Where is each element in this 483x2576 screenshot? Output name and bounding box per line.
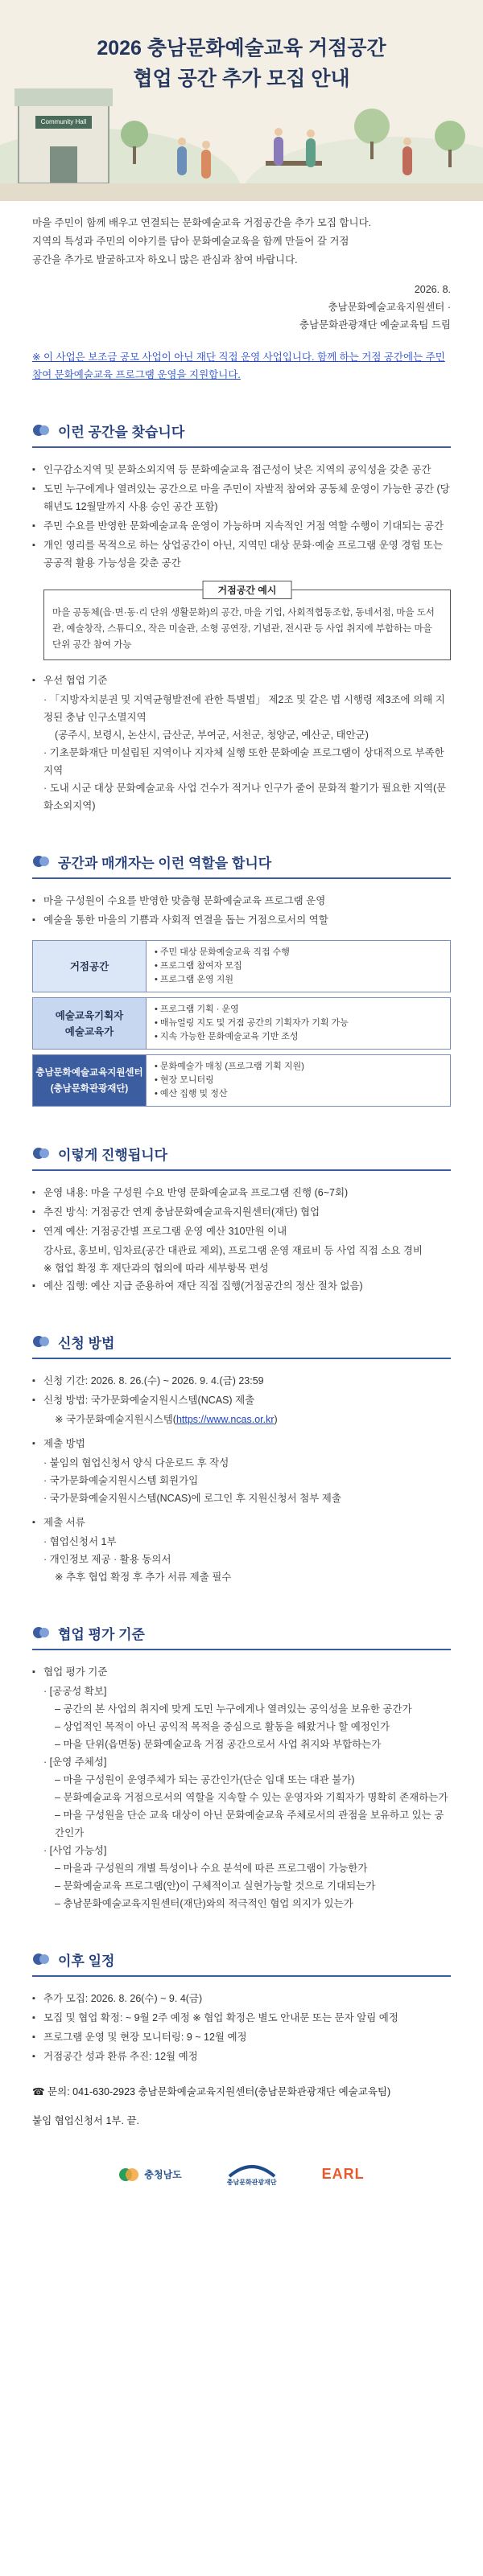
list-item: ▪ 개인 영리를 목적으로 하는 상업공간이 아닌, 지역민 대상 문화·예술 프로그램 운영 경험 또는 공공적 활용 가능성을 갖춘 공간 bbox=[32, 536, 451, 572]
building-illustration: Community Hall bbox=[18, 105, 109, 184]
section-bullet-icon bbox=[32, 1144, 52, 1163]
section-bullet-icon bbox=[32, 421, 52, 440]
list-item: ▪ 프로그램 운영 및 현장 모니터링: 9 ~ 12월 예정 bbox=[32, 2028, 451, 2046]
list-item: ▪ 운영 내용: 마을 구성원 수요 반영 문화예술교육 프로그램 진행 (6~7회) bbox=[32, 1184, 451, 1202]
example-box bbox=[43, 585, 451, 660]
attachment-note: 붙임 협업신청서 1부. 끝. bbox=[32, 2115, 139, 2126]
list-item: ▪ 추진 방식: 거점공간 연계 충남문화예술교육지원센터(재단) 협업 bbox=[32, 1203, 451, 1221]
notice-text: ※ 이 사업은 보조금 공모 사업이 아닌 재단 직접 운영 사업입니다. 함께 하는 거점 공간에는 주민 참여 문화예술교육 프로그램 운영을 지원합니다. bbox=[32, 351, 445, 380]
list-item: ▪ 예술을 통한 마을의 기쁨과 사회적 연결을 돕는 거점으로서의 역할 bbox=[32, 911, 451, 929]
list-item: ▪ 협업 평가 기준 bbox=[32, 1663, 451, 1681]
sub-item: · 도내 시군 대상 문화예술교육 사업 건수가 적거나 인구가 줄어 문화적 활기가 필요한 지역(문화소외지역) bbox=[43, 783, 447, 811]
example-text: 마을 공동체(읍·면·동·리 단위 생활문화)의 공간, 마을 기업, 사회적협동조합, 동네서점, 마을 도서관, 예술창작, 스튜디오, 작은 미술관, 소형 공연장, 기념관, 전시관 등 사업 취지에 부합하는 마을 단위 공간 참여 가능 bbox=[52, 608, 435, 650]
sub-item: · 붙임의 협업신청서 양식 다운로드 후 작성 bbox=[43, 1457, 229, 1469]
list-item: ▪ 거점공간 성과 환류 추진: 12월 예정 bbox=[32, 2048, 451, 2065]
roles-table bbox=[32, 940, 451, 1107]
section-title: 신청 방법 bbox=[58, 1335, 115, 1351]
section-bullet-icon bbox=[32, 852, 52, 871]
criteria-line: – 문화예술교육 거점으로서의 역할을 지속할 수 있는 운영자와 기획자가 명확히 존재하는가 bbox=[55, 1792, 448, 1803]
sub-item: ※ 국가문화예술지원시스템(https://www.ncas.or.kr) bbox=[55, 1414, 278, 1425]
chungnam-logo: 충청남도 bbox=[118, 2164, 181, 2185]
section-roles bbox=[32, 847, 451, 1107]
list-item: ▪ 모집 및 협업 확정: ~ 9월 2주 예정 ※ 협업 확정은 별도 안내문 또는 문자 알림 예정 bbox=[32, 2009, 451, 2027]
criteria-line: – 공간의 본 사업의 취지에 맞게 도민 누구에게나 열려있는 공익성을 보유한 공간가 bbox=[55, 1703, 412, 1715]
section-title: 이후 일정 bbox=[58, 1953, 115, 1969]
list-item: ▪ 주민 수요를 반영한 문화예술교육 운영이 가능하며 지속적인 거점 역할 수행이 기대되는 공간 bbox=[32, 517, 451, 535]
section-application bbox=[32, 1327, 451, 1586]
intro-text bbox=[32, 201, 451, 269]
list-item: ▪ 제출 서류 bbox=[32, 1514, 451, 1531]
date: 2026. 8. bbox=[414, 284, 451, 295]
criteria-head: · [운영 주체성] bbox=[43, 1756, 107, 1768]
sub-item: · 개인정보 제공 · 활용 동의서 bbox=[43, 1554, 171, 1565]
sub-item: · 기초문화재단 미설립된 지역이나 지자체 실행 또한 문화예술 프로그램이 상대적으로 부족한 지역 bbox=[43, 747, 444, 776]
list-item: ▪ 예산 집행: 예산 지급 준용하여 재단 직접 집행(거점공간의 정산 절차 없음) bbox=[32, 1277, 451, 1295]
sub-item: 강사료, 홍보비, 임차료(공간 대관료 제외), 프로그램 운영 재료비 등 사업 직접 소요 경비 bbox=[43, 1245, 423, 1256]
section-bullet-icon bbox=[32, 1332, 52, 1351]
foundation-logo: 충남문화관광재단 bbox=[227, 2162, 277, 2187]
chungnam-logo-icon bbox=[118, 2164, 139, 2185]
sub-item: (공주시, 보령시, 논산시, 금산군, 부여군, 서천군, 청양군, 예산군, 태안군) bbox=[55, 729, 369, 741]
list-item: ▪ 추가 모집: 2026. 8. 26(수) ~ 9. 4(금) bbox=[32, 1990, 451, 2007]
criteria-line: – 충남문화예술교육지원센터(재단)와의 적극적인 협업 의지가 있는가 bbox=[55, 1898, 353, 1909]
tree-illustration bbox=[121, 121, 148, 148]
section-bullet-icon bbox=[32, 1623, 52, 1642]
example-label: 거점공간 예시 bbox=[203, 581, 292, 599]
page-title: 2026 충남문화예술교육 거점공간 bbox=[97, 37, 386, 60]
section-schedule bbox=[32, 1945, 451, 2130]
intro-line: 지역의 특성과 주민의 이야기를 담아 문화예술교육을 함께 만들어 갈 거점 bbox=[32, 236, 349, 247]
list-item: ▪ 신청 방법: 국가문화예술지원시스템(NCAS) 제출 bbox=[32, 1391, 451, 1409]
section-title: 이런 공간을 찾습니다 bbox=[58, 424, 185, 440]
criteria-line: – 마을 구성원을 단순 교육 대상이 아닌 문화예술교육 주체로서의 관점을 보유하고 있는 공간인가 bbox=[55, 1810, 444, 1839]
list-item: ▪ 마을 구성원이 수요를 반영한 맞춤형 문화예술교육 프로그램 운영 bbox=[32, 892, 451, 910]
foundation-logo-icon bbox=[228, 2162, 276, 2178]
role-label: 예술교육기획자 예술교육가 bbox=[32, 997, 147, 1050]
page-subtitle: 협업 공간 추가 모집 안내 bbox=[133, 68, 350, 90]
criteria-line: – 마을과 구성원의 개별 특성이나 수요 분석에 따른 프로그램이 가능한가 bbox=[55, 1863, 368, 1874]
criteria-line: – 문화예술교육 프로그램(안)이 구체적이고 실현가능할 것으로 기대되는가 bbox=[55, 1880, 376, 1892]
sub-item: ※ 추후 협업 확정 후 추가 서류 제출 필수 bbox=[55, 1571, 232, 1583]
role-desc: • 문화예술가 매칭 (프로그램 기획 지원) • 현장 모니터링 • 예산 집행 및 정산 bbox=[147, 1054, 451, 1107]
ncas-link[interactable]: https://www.ncas.or.kr bbox=[175, 1414, 275, 1425]
section-process bbox=[32, 1139, 451, 1295]
sub-item: · 국가문화예술지원시스템 회원가입 bbox=[43, 1475, 199, 1486]
role-row bbox=[32, 997, 451, 1050]
section-title: 공간과 매개자는 이런 역할을 합니다 bbox=[58, 855, 272, 871]
criteria-line: – 마을 구성원이 운영주체가 되는 공간인가(단순 임대 또는 대관 불가) bbox=[55, 1774, 355, 1785]
role-label: 거점공간 bbox=[32, 940, 147, 992]
role-row bbox=[32, 1054, 451, 1107]
criteria-line: – 상업적인 목적이 아닌 공익적 목적을 중심으로 활동을 해왔거나 할 예정인가 bbox=[55, 1721, 390, 1732]
intro-line: 공간을 추가로 발굴하고자 하오니 많은 관심과 참여 바랍니다. bbox=[32, 254, 298, 265]
person-illustration bbox=[177, 146, 187, 175]
list-item: ▪ 우선 협업 기준 bbox=[32, 672, 451, 689]
section-title: 이렇게 진행됩니다 bbox=[58, 1147, 168, 1163]
header-banner bbox=[0, 0, 483, 201]
sub-item: ※ 협업 확정 후 재단과의 협의에 따라 세부항목 편성 bbox=[43, 1263, 269, 1274]
org-name: 충남문화관광재단 예술교육팀 드림 bbox=[299, 319, 451, 331]
section-bullet-icon bbox=[32, 1949, 52, 1969]
sub-item: · 「지방자치분권 및 지역균형발전에 관한 특별법」 제2조 및 같은 법 시행령 제3조에 의해 지정된 충남 인구소멸지역 bbox=[43, 694, 445, 723]
role-desc: • 주민 대상 문화예술교육 직접 수행 • 프로그램 참여자 모집 • 프로그램 운영 지원 bbox=[147, 940, 451, 992]
sub-item: · 국가문화예술지원시스템(NCAS)에 로그인 후 지원신청서 첨부 제출 bbox=[43, 1493, 341, 1504]
list-item: ▪ 신청 기간: 2026. 8. 26.(수) ~ 2026. 9. 4.(금) 23:59 bbox=[32, 1372, 451, 1390]
criteria-head: · [사업 가능성] bbox=[43, 1845, 107, 1856]
list-item: ▪ 연계 예산: 거점공간별 프로그램 운영 예산 310만원 이내 bbox=[32, 1222, 451, 1240]
contact-info: ☎ 문의: 041-630-2923 충남문화예술교육지원센터(충남문화관광재단 예술교육팀) bbox=[32, 2086, 391, 2097]
section-title: 협업 평가 기준 bbox=[58, 1626, 145, 1642]
role-row bbox=[32, 940, 451, 992]
list-item: ▪ 인구감소지역 및 문화소외지역 등 문화예술교육 접근성이 낮은 지역의 공익성을 갖춘 공간 bbox=[32, 461, 451, 479]
list-item: ▪ 도민 누구에게나 열려있는 공간으로 마을 주민이 자발적 참여와 공동체 운영이 가능한 공간 (당해년도 12월말까지 사용 승인 공간 포함) bbox=[32, 480, 451, 516]
role-label: 충남문화예술교육지원센터 (충남문화관광재단) bbox=[32, 1054, 147, 1107]
org-name: 충남문화예술교육지원센터 · bbox=[328, 302, 451, 313]
section-space-criteria bbox=[32, 416, 451, 815]
section-evaluation bbox=[32, 1618, 451, 1912]
earl-logo: EARL bbox=[321, 2166, 365, 2182]
role-desc: • 프로그램 기획 · 운영 • 매뉴얼링 지도 및 거점 공간의 기획자가 기획 가능 • 지속 가능한 문화예술교육 기반 조성 bbox=[147, 997, 451, 1050]
sub-item: · 협업신청서 1부 bbox=[43, 1536, 117, 1547]
intro-line: 마을 주민이 함께 배우고 연결되는 문화예술교육 거점공간을 추가 모집 합니다. bbox=[32, 217, 372, 228]
footer-logos bbox=[32, 2162, 451, 2187]
criteria-line: – 마을 단위(읍면동) 문화예술교육 거점 공간으로서 사업 취지와 부합하는가 bbox=[55, 1739, 382, 1750]
list-item: ▪ 제출 방법 bbox=[32, 1435, 451, 1452]
criteria-head: · [공공성 확보] bbox=[43, 1686, 107, 1697]
